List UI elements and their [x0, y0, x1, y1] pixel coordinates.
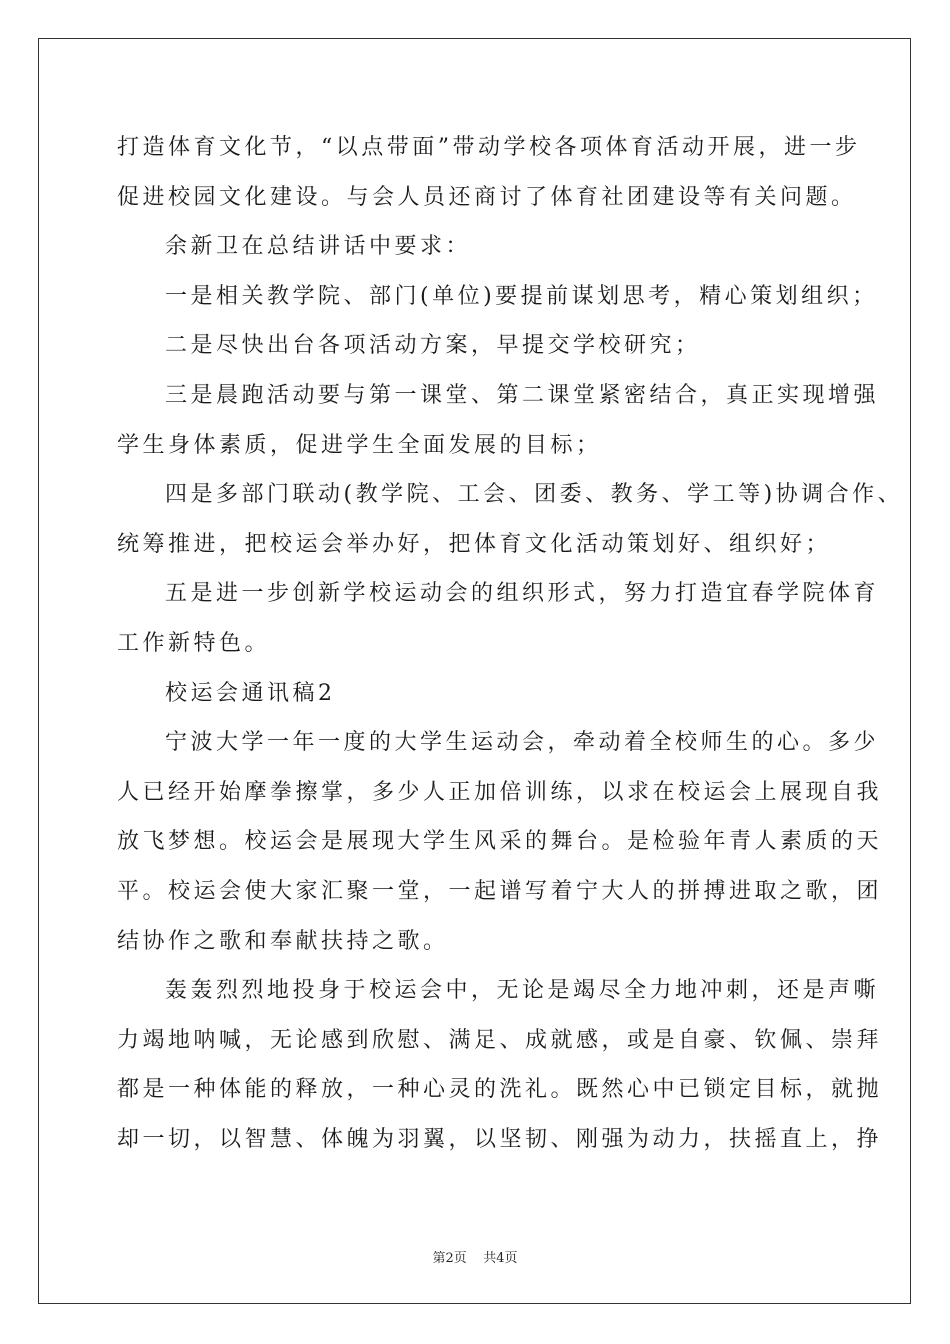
- text-line: 打造体育文化节，“以点带面”带动学校各项体育活动开展，进一步: [117, 135, 861, 160]
- text-line: 促进校园文化建设。与会人员还商讨了体育社团建设等有关问题。: [117, 184, 857, 210]
- text-line: 结协作之歌和奉献扶持之歌。: [117, 928, 449, 954]
- text-line: 力竭地呐喊，无论感到欣慰、满足、成就感，或是自豪、钦佩、崇拜: [117, 1027, 883, 1053]
- text-line: 人已经开始摩拳擦掌，多少人正加倍训练，以求在校运会上展现自我: [117, 779, 883, 805]
- text-line: 二是尽快出台各项活动方案，早提交学校研究；: [165, 333, 701, 359]
- page-number: 第2页 共4页: [432, 1251, 518, 1266]
- text-line: 五是进一步创新学校运动会的组织形式，努力打造宜春学院体育: [165, 581, 880, 607]
- text-line: 校运会通讯稿2: [165, 680, 336, 706]
- text-line: 平。校运会使大家汇聚一堂，一起谱写着宁大人的拼搏进取之歌，团: [117, 878, 883, 904]
- text-line: 三是晨跑活动要与第一课堂、第二课堂紧密结合，真正实现增强: [165, 382, 880, 408]
- text-line: 统筹推进，把校运会举办好，把体育文化活动策划好、组织好；: [117, 531, 832, 557]
- text-line: 放飞梦想。校运会是展现大学生风采的舞台。是检验年青人素质的天: [117, 829, 883, 855]
- document-body: [117, 128, 904, 1169]
- text-line: 轰轰烈烈地投身于校运会中，无论是竭尽全力地冲刺，还是声嘶: [165, 978, 880, 1004]
- text-line: 工作新特色。: [117, 630, 271, 656]
- page-footer: [0, 1247, 950, 1266]
- text-line: 都是一种体能的释放，一种心灵的洗礼。既然心中已锁定目标，就抛: [117, 1077, 883, 1103]
- text-line: 余新卫在总结讲话中要求：: [165, 234, 472, 260]
- text-line: 一是相关教学院、部门(单位)要提前谋划思考，精心策划组织；: [165, 283, 878, 309]
- text-line: 学生身体素质，促进学生全面发展的目标；: [117, 432, 602, 458]
- text-line: 却一切，以智慧、体魄为羽翼，以坚韧、刚强为动力，扶摇直上，挣: [117, 1126, 883, 1152]
- text-line: 宁波大学一年一度的大学生运动会，牵动着全校师生的心。多少: [165, 730, 880, 756]
- text-line: 四是多部门联动(教学院、工会、团委、教务、学工等)协调合作、: [165, 482, 904, 508]
